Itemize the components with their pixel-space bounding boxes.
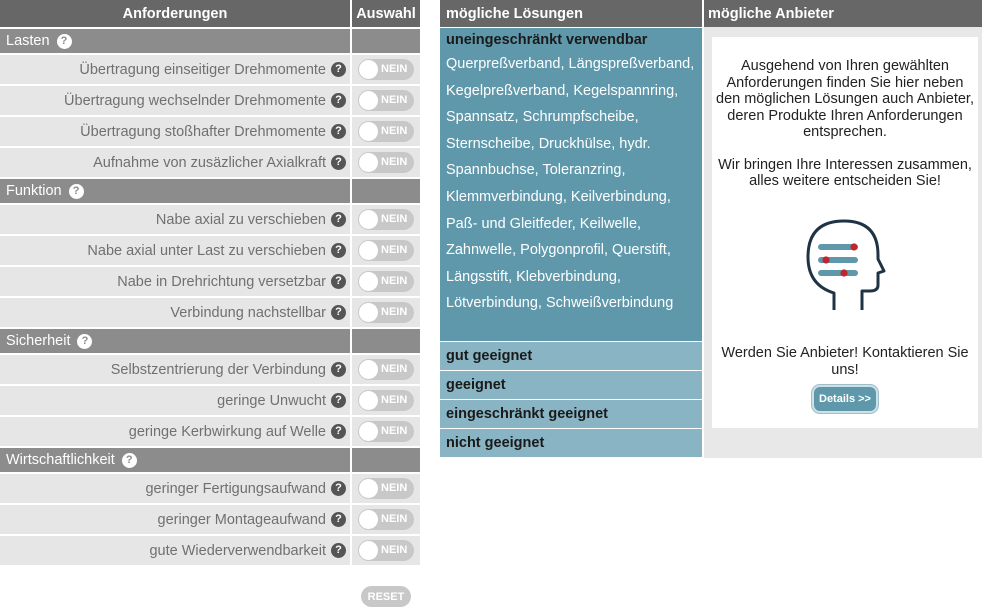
help-icon[interactable]: ? — [331, 305, 346, 320]
provider-info-card — [712, 37, 978, 428]
requirement-row — [0, 417, 420, 446]
toggle-knob — [359, 91, 378, 110]
requirement-toggle[interactable] — [358, 359, 414, 380]
requirement-label-cell — [0, 355, 350, 384]
category-row — [0, 29, 420, 53]
requirement-row — [0, 298, 420, 327]
requirement-row — [0, 474, 420, 503]
requirement-select-cell — [352, 474, 420, 503]
toggle-label: NEIN — [381, 156, 408, 168]
requirement-row — [0, 505, 420, 534]
requirement-row — [0, 267, 420, 296]
help-icon[interactable]: ? — [77, 334, 92, 349]
requirement-label-cell — [0, 205, 350, 234]
requirements-header: Anforderungen — [0, 0, 350, 27]
requirement-label-cell — [0, 86, 350, 115]
toggle-knob — [359, 210, 378, 229]
requirement-select-cell — [352, 55, 420, 84]
requirement-select-cell — [352, 205, 420, 234]
requirement-select-cell — [352, 417, 420, 446]
toggle-knob — [359, 60, 378, 79]
requirement-select-cell — [352, 236, 420, 265]
toggle-label: NEIN — [381, 213, 408, 225]
requirement-label-cell — [0, 505, 350, 534]
providers-panel — [704, 0, 982, 458]
toggle-label: NEIN — [381, 94, 408, 106]
requirement-select-cell — [352, 386, 420, 415]
solution-category-row[interactable]: geeignet — [440, 371, 702, 399]
toggle-label: NEIN — [381, 544, 408, 556]
category-name: Sicherheit — [6, 333, 71, 349]
help-icon[interactable]: ? — [331, 62, 346, 77]
requirement-label: Übertragung stoßhafter Drehmomente — [80, 123, 326, 140]
requirement-select-cell — [352, 148, 420, 177]
requirement-label-cell — [0, 536, 350, 565]
toggle-knob — [359, 303, 378, 322]
requirement-row — [0, 86, 420, 115]
solutions-header: mögliche Lösungen — [440, 0, 702, 27]
requirement-label: geringe Unwucht — [217, 392, 326, 409]
help-icon[interactable]: ? — [331, 362, 346, 377]
requirement-label: geringer Montageaufwand — [157, 511, 326, 528]
category-select-cell — [352, 329, 420, 353]
requirement-label: Verbindung nachstellbar — [170, 304, 326, 321]
requirement-select-cell — [352, 536, 420, 565]
solution-category-list — [440, 342, 702, 457]
toggle-label: NEIN — [381, 482, 408, 494]
toggle-knob — [359, 479, 378, 498]
requirement-select-cell — [352, 298, 420, 327]
requirement-row — [0, 117, 420, 146]
solution-category-row[interactable]: nicht geeignet — [440, 429, 702, 457]
requirement-toggle[interactable] — [358, 509, 414, 530]
category-name: Wirtschaftlichkeit — [6, 452, 115, 468]
requirement-toggle[interactable] — [358, 240, 414, 261]
help-icon[interactable]: ? — [331, 243, 346, 258]
requirement-label: Nabe axial zu verschieben — [155, 211, 326, 228]
details-button[interactable]: Details >> — [812, 385, 878, 413]
category-name: Funktion — [6, 183, 62, 199]
toggle-label: NEIN — [381, 394, 408, 406]
requirement-row — [0, 55, 420, 84]
category-row — [0, 179, 420, 203]
help-icon[interactable]: ? — [331, 212, 346, 227]
requirement-toggle[interactable] — [358, 390, 414, 411]
help-icon[interactable]: ? — [331, 274, 346, 289]
toggle-label: NEIN — [381, 275, 408, 287]
solution-unrestricted-title: uneingeschränkt verwendbar — [446, 32, 648, 48]
requirement-select-cell — [352, 505, 420, 534]
requirement-toggle[interactable] — [358, 209, 414, 230]
requirement-label: geringe Kerbwirkung auf Welle — [128, 423, 326, 440]
help-icon[interactable]: ? — [331, 424, 346, 439]
toggle-knob — [359, 541, 378, 560]
requirement-toggle[interactable] — [358, 121, 414, 142]
requirement-label: Nabe in Drehrichtung versetzbar — [117, 273, 326, 290]
toggle-label: NEIN — [381, 363, 408, 375]
help-icon[interactable]: ? — [331, 512, 346, 527]
help-icon[interactable]: ? — [331, 124, 346, 139]
requirement-label-cell — [0, 386, 350, 415]
toggle-knob — [359, 360, 378, 379]
help-icon[interactable]: ? — [331, 393, 346, 408]
reset-button[interactable]: RESET — [361, 586, 411, 607]
requirement-label-cell — [0, 117, 350, 146]
requirements-table — [0, 0, 420, 565]
requirement-select-cell — [352, 86, 420, 115]
requirement-label: Aufnahme von zusäzlicher Axialkraft — [93, 154, 326, 171]
requirements-header-row — [0, 0, 420, 27]
requirement-label-cell — [0, 267, 350, 296]
toggle-label: NEIN — [381, 513, 408, 525]
requirement-toggle[interactable] — [358, 90, 414, 111]
requirement-select-cell — [352, 267, 420, 296]
requirement-label-cell — [0, 417, 350, 446]
solution-category-row[interactable]: eingeschränkt geeignet — [440, 400, 702, 428]
toggle-knob — [359, 510, 378, 529]
solutions-panel — [440, 0, 702, 457]
providers-header: mögliche Anbieter — [704, 0, 982, 27]
requirement-toggle[interactable] — [358, 421, 414, 442]
toggle-knob — [359, 153, 378, 172]
requirement-toggle[interactable] — [358, 152, 414, 173]
requirement-label-cell — [0, 298, 350, 327]
category-label — [0, 179, 350, 203]
requirement-select-cell — [352, 117, 420, 146]
requirement-select-cell — [352, 355, 420, 384]
requirement-label-cell — [0, 148, 350, 177]
toggle-knob — [359, 422, 378, 441]
toggle-knob — [359, 241, 378, 260]
category-label — [0, 29, 350, 53]
provider-cta-text: Werden Sie Anbieter! Kontaktieren Sie uns! — [721, 345, 969, 378]
requirement-row — [0, 536, 420, 565]
category-select-cell — [352, 179, 420, 203]
category-label — [0, 448, 350, 472]
toggle-label: NEIN — [381, 306, 408, 318]
category-select-cell — [352, 29, 420, 53]
provider-together-text: Wir bringen Ihre Interessen zusammen, alles weitere entscheiden Sie! — [718, 156, 972, 189]
requirement-label: Übertragung wechselnder Drehmomente — [64, 92, 326, 109]
requirement-toggle[interactable] — [358, 540, 414, 561]
requirement-label: geringer Fertigungsaufwand — [145, 480, 326, 497]
solution-unrestricted-block — [440, 28, 702, 341]
selection-header: Auswahl — [352, 0, 420, 27]
help-icon[interactable]: ? — [331, 481, 346, 496]
help-icon[interactable]: ? — [331, 93, 346, 108]
help-icon[interactable]: ? — [69, 184, 84, 199]
requirement-row — [0, 205, 420, 234]
requirement-row — [0, 355, 420, 384]
toggle-label: NEIN — [381, 125, 408, 137]
category-row — [0, 329, 420, 353]
requirement-row — [0, 236, 420, 265]
help-icon[interactable]: ? — [122, 453, 137, 468]
requirement-label-cell — [0, 55, 350, 84]
toggle-label: NEIN — [381, 63, 408, 75]
requirement-label: gute Wiederverwendbarkeit — [149, 542, 326, 559]
solution-category-row[interactable]: gut geeignet — [440, 342, 702, 370]
requirement-label: Übertragung einseitiger Drehmomente — [79, 61, 326, 78]
provider-intro-text: Ausgehend von Ihren gewählten Anforderungen finden Sie hier neben den möglichen Lösungen auch Anbieter, deren Produkte Ihren Anforderungen entsprechen. — [716, 58, 974, 140]
category-name: Lasten — [6, 33, 50, 49]
help-icon[interactable]: ? — [57, 34, 72, 49]
requirement-label: Nabe axial unter Last zu verschieben — [87, 242, 326, 259]
requirement-toggle[interactable] — [358, 302, 414, 323]
requirement-toggle[interactable] — [358, 478, 414, 499]
requirement-label-cell — [0, 236, 350, 265]
toggle-label: NEIN — [381, 244, 408, 256]
solution-unrestricted-list: Querpreßverband, Längspreßverband, Kegelpreßverband, Kegelspannring, Spannsatz, Schrumpfscheibe, Sternscheibe, Druckhülse, hydr. Spannbuchse, Toleranzring, Klemmverbindung, Keilverbindung, Paß- und Gleitfeder, Keilwelle, Zahnwelle, Polygonprofil, Querstift, Längsstift, Klebverbindung, Lötverbindung, Schweißverbindung — [446, 56, 695, 312]
requirement-label-cell — [0, 474, 350, 503]
requirements-body — [0, 29, 420, 565]
help-icon[interactable]: ? — [331, 543, 346, 558]
requirement-toggle[interactable] — [358, 59, 414, 80]
requirement-label: Selbstzentrierung der Verbindung — [110, 361, 326, 378]
head-profile-icon — [800, 215, 886, 313]
requirement-row — [0, 386, 420, 415]
toggle-knob — [359, 122, 378, 141]
toggle-knob — [359, 391, 378, 410]
toggle-label: NEIN — [381, 425, 408, 437]
requirement-toggle[interactable] — [358, 271, 414, 292]
requirement-row — [0, 148, 420, 177]
help-icon[interactable]: ? — [331, 155, 346, 170]
category-select-cell — [352, 448, 420, 472]
category-row — [0, 448, 420, 472]
toggle-knob — [359, 272, 378, 291]
category-label — [0, 329, 350, 353]
